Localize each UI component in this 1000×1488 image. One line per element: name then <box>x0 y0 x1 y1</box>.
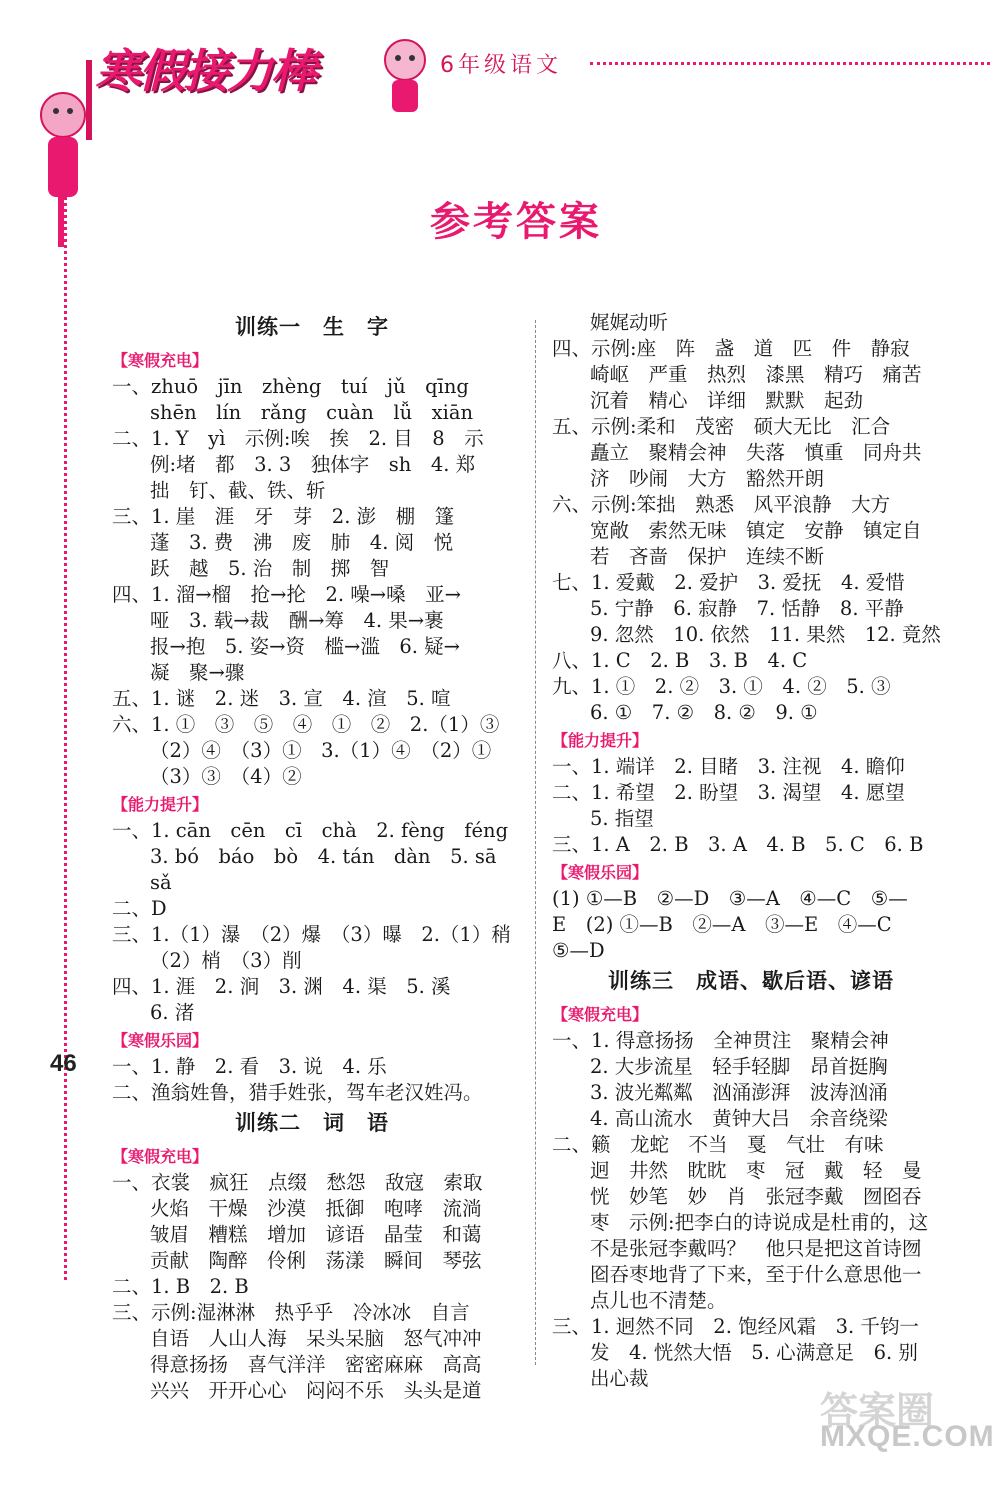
answer-line: 三、1. 崖 涯 牙 芽 2. 澎 棚 篷 <box>112 505 455 528</box>
answer-line-continued: 点儿也不清楚。 <box>590 1289 727 1312</box>
answer-line: 六、1. ① ③ ⑤ ④ ① ② 2.（1）③ <box>112 713 500 736</box>
banner-title: 寒假接力棒 <box>95 44 315 98</box>
answer-line-continued: 枣 示例:把李白的诗说成是杜甫的，这 <box>590 1211 929 1234</box>
answer-line-continued: 迥 井然 眈眈 枣 冠 戴 轻 曼 <box>590 1159 922 1182</box>
answer-line: 一、1. 静 2. 看 3. 说 4. 乐 <box>112 1055 387 1078</box>
page-title: 参考答案 <box>430 199 602 245</box>
subsection-tag-row <box>552 1000 950 1028</box>
mascot-illustration <box>370 30 440 120</box>
answer-line-continued: 自语 人山人海 呆头呆脑 怒气冲冲 <box>150 1327 482 1350</box>
answer-line: (1) ①—B ②—D ③—A ④—C ⑤— <box>552 887 908 910</box>
answer-line-continued: （2）④ （3）① 3.（1）④ （2）① <box>150 739 492 762</box>
subsection-tag: 【寒假乐园】 <box>112 1031 209 1050</box>
answer-line: 六、示例:笨拙 熟悉 风平浪静 大方 <box>552 493 891 516</box>
pencil-girl-illustration <box>28 55 98 255</box>
answer-line-continued: （3）③ （4）② <box>150 765 302 788</box>
answer-line-continued: 6. 渚 <box>150 1001 195 1024</box>
answer-line: 四、1. 涯 2. 涧 3. 渊 4. 渠 5. 溪 <box>112 975 451 998</box>
answer-line-continued: 皱眉 糟糕 增加 谚语 晶莹 和蔼 <box>150 1223 482 1246</box>
answer-line: 二、1. B 2. B <box>112 1275 249 1298</box>
answer-line-continued: 拙 钉、截、铁、斩 <box>150 479 326 502</box>
answer-line: 一、衣裳 疯狂 点缀 愁怨 敌寇 索取 <box>112 1171 483 1194</box>
answer-line: 一、1. 得意扬扬 全神贯注 聚精会神 <box>552 1029 889 1052</box>
answer-line: 一、1. 端详 2. 目睹 3. 注视 4. 瞻仰 <box>552 755 905 778</box>
answer-line-continued: 9. 忽然 10. 依然 11. 果然 12. 竟然 <box>590 623 941 646</box>
subsection-tag-row <box>552 726 950 754</box>
grade-subject-label: 6年级语文 <box>440 53 562 78</box>
subsection-tag-row <box>112 1142 512 1170</box>
subsection-tag-row <box>112 346 512 374</box>
answer-line-continued: 凝 聚→骤 <box>150 661 245 684</box>
answer-line: 五、示例:柔和 茂密 硕大无比 汇合 <box>552 415 891 438</box>
answer-line: 二、1. Y yì 示例:唉 挨 2. 目 8 示 <box>112 427 484 450</box>
answer-line-continued: 矗立 聚精会神 失落 慎重 同舟共 <box>590 441 922 464</box>
answer-line-continued: 报→抱 5. 姿→资 槛→滥 6. 疑→ <box>150 635 460 658</box>
answer-line-continued: （2）梢 （3）削 <box>150 949 302 972</box>
answer-line: E (2) ①—B ②—A ③—E ④—C <box>552 913 892 936</box>
answer-line: 三、示例:湿淋淋 热乎乎 冷冰冰 自言 <box>112 1301 470 1324</box>
answer-line-continued: 5. 宁静 6. 寂静 7. 恬静 8. 平静 <box>590 597 904 620</box>
answer-line: 三、1. 迥然不同 2. 饱经风霜 3. 千钧一 <box>552 1315 919 1338</box>
subsection-tag: 【能力提升】 <box>112 795 209 814</box>
answer-line-continued: 6. ① 7. ② 8. ② 9. ① <box>590 701 818 724</box>
column-divider <box>535 320 536 1365</box>
answer-line: 二、籁 龙蛇 不当 戛 气壮 有味 <box>552 1133 884 1156</box>
answer-line: 四、示例:座 阵 盏 道 匹 件 静寂 <box>552 337 910 360</box>
answer-line: 二、D <box>112 897 167 920</box>
answer-line-continued: 2. 大步流星 轻手轻脚 昂首挺胸 <box>590 1055 888 1078</box>
answer-line-continued: 恍 妙笔 妙 肖 张冠李戴 囫囵吞 <box>590 1185 922 1208</box>
answer-line-continued: 济 吵闹 大方 豁然开朗 <box>590 467 825 490</box>
answer-line-continued: 不是张冠李戴吗？ 他只是把这首诗囫 <box>590 1237 922 1260</box>
answer-line-continued: 例:堵 都 3. 3 独体字 sh 4. 郑 <box>150 453 476 476</box>
answer-line: 三、1.（1）瀑 （2）爆 （3）曝 2.（1）稍 <box>112 923 511 946</box>
left-dotted-border <box>64 150 67 1280</box>
answer-line-continued: 3. bó báo bò 4. tán dàn 5. sā <box>150 845 497 868</box>
subsection-tag: 【寒假乐园】 <box>552 863 649 882</box>
answer-line-continued: 沉着 精心 详细 默默 起劲 <box>590 389 864 412</box>
answer-line-continued: 若 吝啬 保护 连续不断 <box>590 545 825 568</box>
answer-line-continued: 娓娓动听 <box>590 311 669 334</box>
answer-line-continued: 蓬 3. 费 沸 废 肺 4. 阅 悦 <box>150 531 454 554</box>
answer-line-continued: 崎岖 严重 热烈 漆黑 精巧 痛苦 <box>590 363 922 386</box>
answer-line-continued: 发 4. 恍然大悟 5. 心满意足 6. 别 <box>590 1341 918 1364</box>
answer-line-continued: sǎ <box>150 871 172 894</box>
watermark-logo: 答案圈 <box>820 1389 935 1433</box>
answer-line: 三、1. A 2. B 3. A 4. B 5. C 6. B <box>552 833 924 856</box>
subsection-tag-row <box>112 790 512 818</box>
answer-line: 二、1. 希望 2. 盼望 3. 渴望 4. 愿望 <box>552 781 905 804</box>
answer-line: ⑤—D <box>552 939 605 962</box>
subsection-tag: 【寒假充电】 <box>552 1005 649 1024</box>
subsection-tag: 【寒假充电】 <box>112 1147 209 1166</box>
answer-line-continued: 宽敞 索然无味 镇定 安静 镇定自 <box>590 519 922 542</box>
answer-line: 七、1. 爱戴 2. 爱护 3. 爱抚 4. 爱惜 <box>552 571 905 594</box>
answer-line: 二、渔翁姓鲁，猎手姓张，驾车老汉姓冯。 <box>112 1081 483 1104</box>
answer-line-continued: 贡献 陶醉 伶俐 荡漾 瞬间 琴弦 <box>150 1249 482 1272</box>
subsection-tag-row <box>552 858 950 886</box>
answer-line-continued: shēn lín rǎng cuàn lǚ xiān <box>150 401 474 424</box>
answer-line: 九、1. ① 2. ② 3. ① 4. ② 5. ③ <box>552 675 891 698</box>
section-heading: 训练三 成语、歇后语、谚语 <box>608 969 894 993</box>
answer-line-continued: 囵吞枣地背了下来，至于什么意思他一 <box>590 1263 922 1286</box>
answer-line: 四、1. 溜→榴 抢→抡 2. 噪→嗓 亚→ <box>112 583 461 606</box>
subsection-tag: 【能力提升】 <box>552 731 649 750</box>
left-answer-column <box>112 310 512 1404</box>
answer-line-continued: 跃 越 5. 治 制 掷 智 <box>150 557 390 580</box>
watermark-site: MXQE.COM <box>820 1420 995 1453</box>
answer-line: 八、1. C 2. B 3. B 4. C <box>552 649 808 672</box>
answer-line-continued: 哑 3. 载→裁 酬→筹 4. 果→裹 <box>150 609 444 632</box>
answer-line-continued: 4. 高山流水 黄钟大吕 余音绕梁 <box>590 1107 888 1130</box>
section-heading: 训练一 生 字 <box>235 315 389 339</box>
answer-line-continued: 兴兴 开开心心 闷闷不乐 头头是道 <box>150 1379 482 1402</box>
answer-line-continued: 3. 波光粼粼 汹涌澎湃 波涛汹涌 <box>590 1081 888 1104</box>
section-heading: 训练二 词 语 <box>235 1111 389 1135</box>
answer-line: 一、zhuō jīn zhèng tuí jǔ qīng <box>112 375 469 398</box>
top-dotted-border <box>590 62 990 65</box>
answer-line-continued: 5. 指望 <box>590 807 654 830</box>
right-answer-column <box>552 310 950 1392</box>
answer-line-continued: 得意扬扬 喜气洋洋 密密麻麻 高高 <box>150 1353 482 1376</box>
page-number: 46 <box>50 1050 77 1077</box>
subsection-tag: 【寒假充电】 <box>112 351 209 370</box>
subsection-tag-row <box>112 1026 512 1054</box>
answer-line: 五、1. 谜 2. 迷 3. 宣 4. 渲 5. 喧 <box>112 687 451 710</box>
answer-line-continued: 火焰 干燥 沙漠 抵御 咆哮 流淌 <box>150 1197 482 1220</box>
answer-line-continued: 出心裁 <box>590 1367 649 1390</box>
answer-line: 一、1. cān cēn cī chà 2. fèng féng <box>112 819 509 842</box>
